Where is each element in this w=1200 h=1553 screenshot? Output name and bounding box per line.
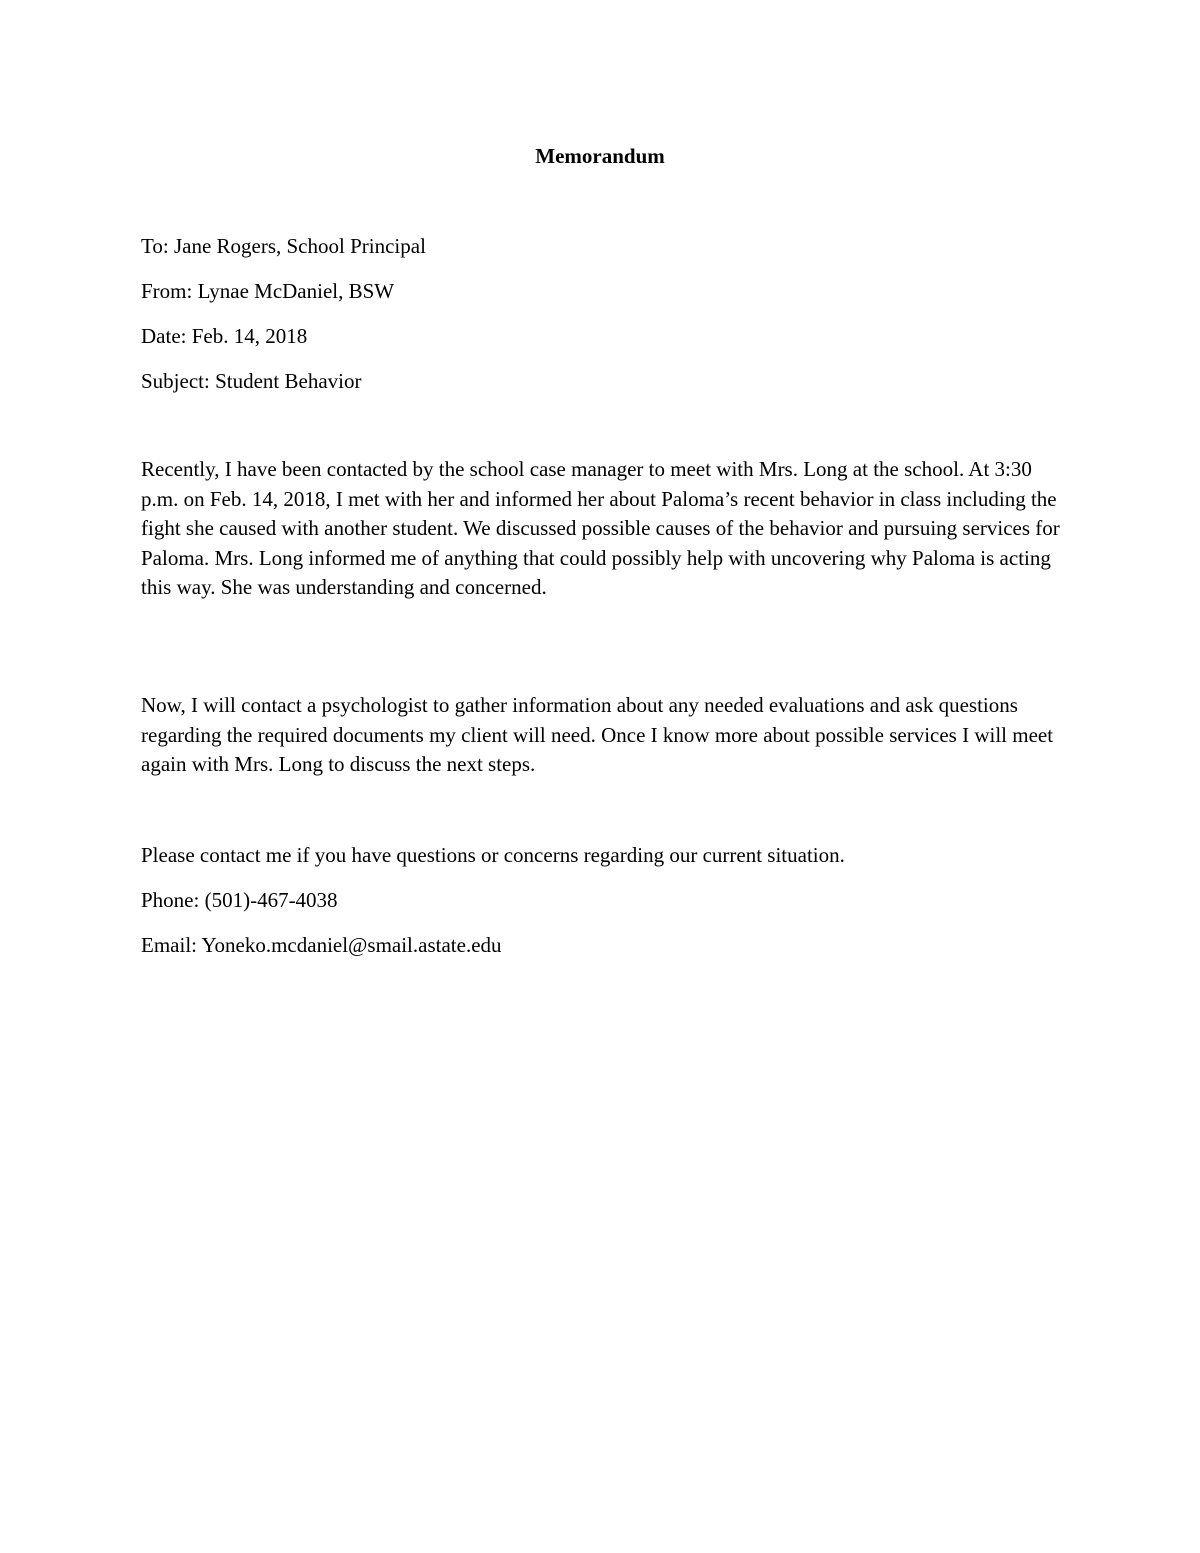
memo-title: Memorandum xyxy=(535,144,665,168)
memo-subject-line: Subject: Student Behavior xyxy=(141,369,362,393)
memo-date-line: Date: Feb. 14, 2018 xyxy=(141,324,308,348)
contact-phone: Phone: (501)-467-4038 xyxy=(141,888,338,912)
closing-request: Please contact me if you have questions or concerns regarding our current situation. xyxy=(141,843,845,867)
contact-email: Email: Yoneko.mcdaniel@smail.astate.edu xyxy=(141,933,502,957)
memo-from-line: From: Lynae McDaniel, BSW xyxy=(141,279,395,303)
body-paragraph-2: Now, I will contact a psychologist to gather information about any needed evaluations and ask questions regarding the required documents my client will need. Once I know more about possible services I will meet again with Mrs. Long to discuss the next steps. xyxy=(141,693,1054,776)
body-paragraph-1: Recently, I have been contacted by the school case manager to meet with Mrs. Long at the school. At 3:30 p.m. on Feb. 14, 2018, I met with her and informed her about Paloma’s recent behavior in class including the fight she caused with another student. We discussed possible causes of the behavior and pursuing services for Paloma. Mrs. Long informed me of anything that could possibly help with uncovering why Paloma is acting this way. She was understanding and concerned. xyxy=(141,457,1060,599)
memo-to-line: To: Jane Rogers, School Principal xyxy=(141,234,426,258)
